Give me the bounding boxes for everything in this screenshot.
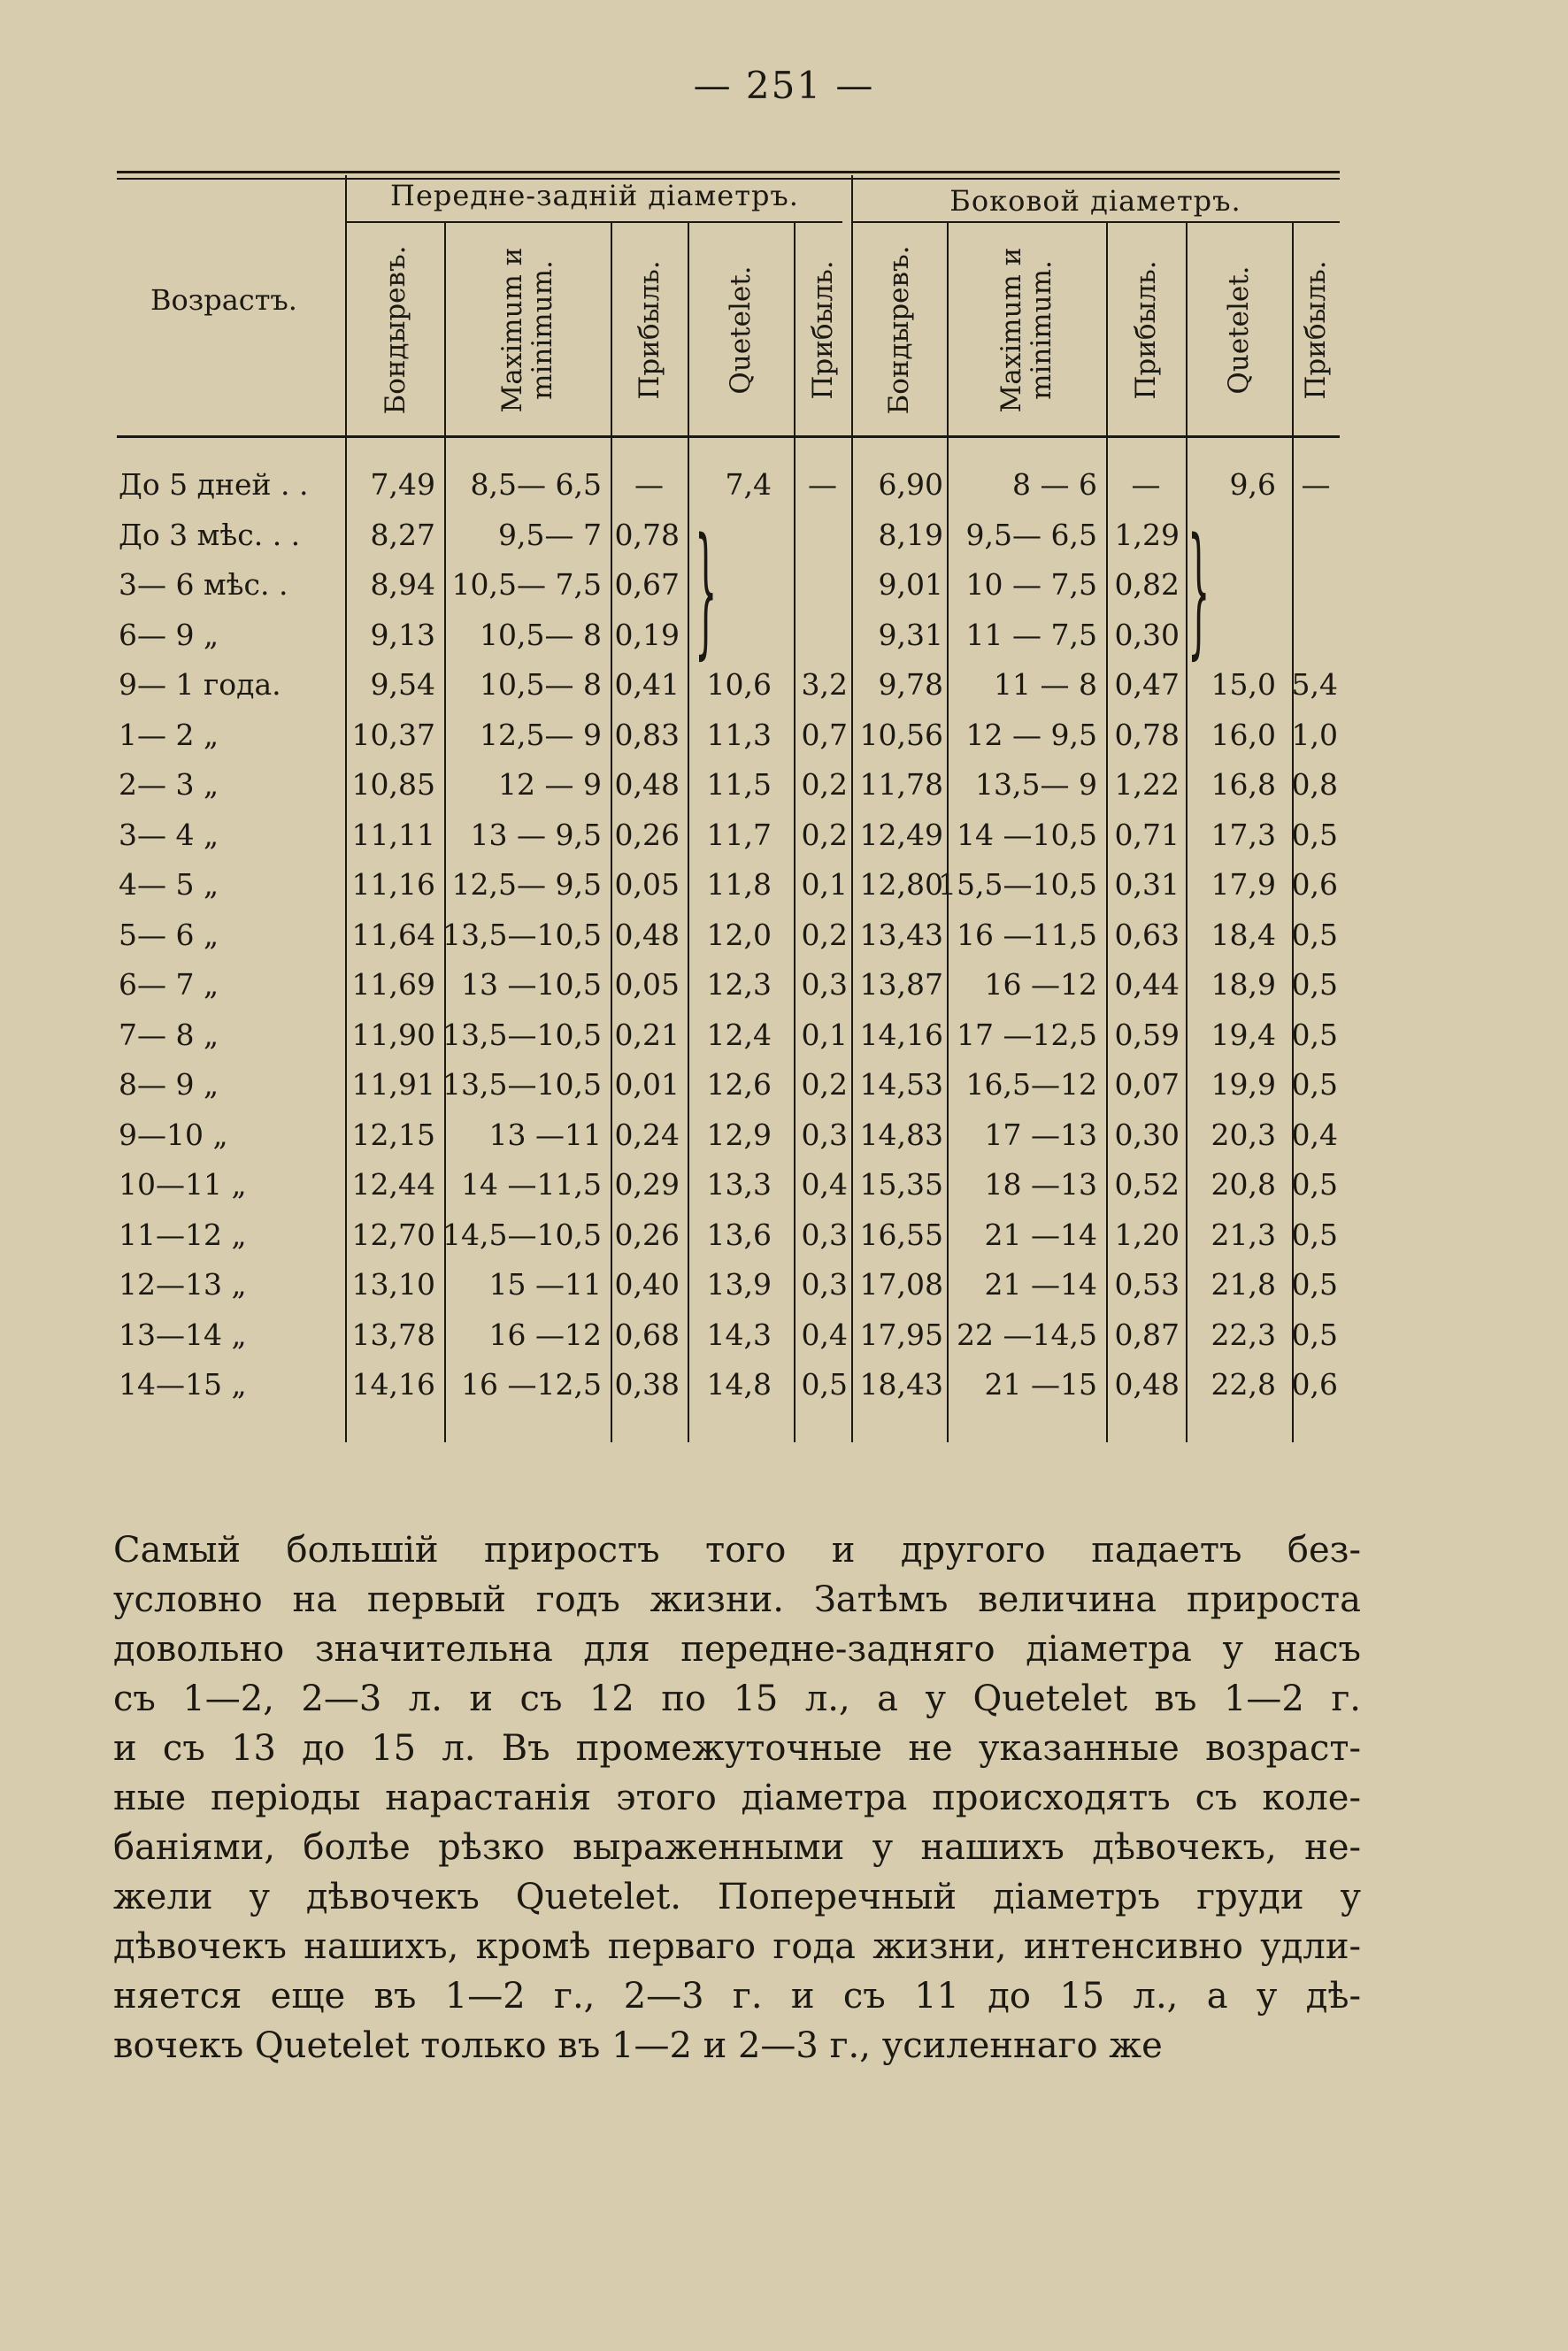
brace-front: } [695,511,718,674]
table-cell: 22,3 [1211,1317,1276,1352]
table-cell: 18 —13 [984,1167,1097,1202]
table-cell: 15 —11 [488,1267,602,1302]
age-cell: 8— 9 „ [119,1067,219,1102]
table-cell: 0,87 [1114,1317,1180,1352]
table-cell: 1,29 [1114,517,1180,552]
table-cell: 15,5—10,5 [938,867,1097,902]
table-cell: 0,48 [614,767,680,802]
table-cell: 0,3 [801,1217,848,1252]
age-cell: 13—14 „ [119,1317,247,1352]
table-cell: 9,6 [1229,467,1276,502]
table-cell: 14,16 [859,1017,943,1052]
age-cell: 10—11 „ [119,1167,247,1202]
table-cell: 13,6 [706,1217,772,1252]
table-cell: 0,5 [1291,817,1338,852]
age-cell: 7— 8 „ [119,1017,219,1052]
table-cell: 11,64 [351,917,435,952]
table-cell: 18,9 [1211,967,1276,1002]
table-cell: 11,90 [351,1017,435,1052]
age-cell: 6— 9 „ [119,617,219,652]
table-cell: 11,7 [706,817,772,852]
column-header: Maximum и minimum. [995,247,1057,413]
table-cell: 11,3 [706,717,772,752]
table-cell: 0,63 [1114,917,1180,952]
table-cell: 12,5— 9,5 [451,867,602,902]
table-cell: 10,5— 8 [480,667,602,702]
age-cell: 14—15 „ [119,1367,247,1402]
group-side-title: Боковой діаметръ. [949,184,1241,218]
table-cell: 0,2 [801,767,848,802]
table-cell: 0,47 [1114,667,1180,702]
table-cell: 13 —11 [488,1117,602,1152]
age-cell: До 3 мѣс. . . [119,517,301,552]
table-cell: 8 — 6 [1012,467,1097,502]
table-cell: 0,59 [1114,1017,1180,1052]
text-line: довольно значительна для передне-задняго діаметра у насъ [113,1629,1361,1670]
table-cell: 9,13 [370,617,435,652]
table-cell: 12 — 9,5 [965,717,1097,752]
table-cell: 5,4 [1291,667,1338,702]
table-cell: 10,85 [351,767,435,802]
table-cell: 21 —14 [984,1217,1097,1252]
column-header: Maximum и minimum. [496,247,558,413]
table-cell: 0,1 [801,1017,848,1052]
age-cell: 4— 5 „ [119,867,219,902]
text-line: жели у дѣвочекъ Quetelet. Поперечный діаметръ груди у [113,1877,1361,1917]
table-cell: 11,8 [706,867,772,902]
table-cell: 0,19 [614,617,680,652]
table-cell: 0,67 [614,567,680,602]
table-cell: 17,95 [859,1317,943,1352]
table-cell: 0,5 [1291,1017,1338,1052]
table-cell: 11,78 [859,767,943,802]
table-cell: 13,43 [859,917,943,952]
table-cell: 0,2 [801,1067,848,1102]
column-header: Бондыревъ. [883,245,915,415]
table-cell: 0,5 [1291,917,1338,952]
table-cell: 12 — 9 [498,767,602,802]
table-cell: 0,3 [801,1117,848,1152]
table-cell: 15,0 [1211,667,1276,702]
table-cell: 0,05 [614,867,680,902]
table-cell: 0,24 [614,1117,680,1152]
table-cell: 18,4 [1211,917,1276,952]
table-cell: 11 — 8 [994,667,1097,702]
table-cell: 16 —11,5 [957,917,1097,952]
table-cell: 0,82 [1114,567,1180,602]
table-cell: 0,3 [801,967,848,1002]
table-cell: 0,21 [614,1017,680,1052]
table-cell: 11,16 [351,867,435,902]
table-cell: 14,16 [351,1367,435,1402]
table-cell: 13,9 [706,1267,772,1302]
column-header: Бондыревъ. [380,245,411,415]
table-cell: 16,5—12 [965,1067,1097,1102]
table-cell: 8,94 [370,567,435,602]
table-cell: 21 —15 [984,1367,1097,1402]
table-cell: 0,83 [614,717,680,752]
table-cell: 14,3 [706,1317,772,1352]
table-cell: 0,5 [1291,1067,1338,1102]
table-cell: 9,31 [878,617,943,652]
table-cell: 0,68 [614,1317,680,1352]
table-cell: 12,15 [351,1117,435,1152]
age-column-header: Возрастъ. [150,283,297,317]
table-cell: 0,78 [1114,717,1180,752]
text-line: съ 1—2, 2—3 л. и съ 12 по 15 л., а у Quetelet въ 1—2 г. [113,1679,1361,1719]
table-cell: 0,31 [1114,867,1180,902]
body-paragraph [113,1525,1361,2071]
table-cell: — [1131,467,1161,502]
table-cell: 13 — 9,5 [470,817,602,852]
table-cell: 0,5 [1291,1167,1338,1202]
table-cell: 0,26 [614,817,680,852]
table-cell: 0,44 [1114,967,1180,1002]
table-cell: 10 — 7,5 [965,567,1097,602]
table-cell: 16 —12,5 [461,1367,602,1402]
table-cell: 14,83 [859,1117,943,1152]
table-cell: 11 — 7,5 [965,617,1097,652]
table-cell: 0,41 [614,667,680,702]
table-cell: 0,01 [614,1067,680,1102]
table-cell: 1,0 [1291,717,1338,752]
column-header: Прибыль. [806,260,839,400]
column-header: Прибыль. [633,260,665,400]
table-cell: 17 —12,5 [957,1017,1097,1052]
table-cell: 8,19 [878,517,943,552]
table-cell: 13,78 [351,1317,435,1352]
table-cell: 13,5—10,5 [442,1017,602,1052]
table-cell: 0,1 [801,867,848,902]
age-cell: 6— 7 „ [119,967,219,1002]
table-cell: 0,05 [614,967,680,1002]
table-cell: 8,27 [370,517,435,552]
table-cell: 13,3 [706,1167,772,1202]
table-cell: 0,29 [614,1167,680,1202]
table-cell: 0,26 [614,1217,680,1252]
table-cell: 12,0 [706,917,772,952]
table-cell: 13 —10,5 [461,967,602,1002]
column-header: Прибыль. [1130,260,1162,400]
table-cell: 0,5 [1291,1217,1338,1252]
table-cell: 0,5 [1291,1317,1338,1352]
age-cell: 9—10 „ [119,1117,228,1152]
table-cell: 13,87 [859,967,943,1002]
table-cell: 14,5—10,5 [442,1217,602,1252]
table-cell: 0,48 [614,917,680,952]
table-cell: 12,3 [706,967,772,1002]
table-cell: 15,35 [859,1167,943,1202]
text-line: дѣвочекъ нашихъ, кромѣ перваго года жизни, интенсивно удли- [113,1926,1361,1967]
table-cell: 13,10 [351,1267,435,1302]
text-line: баніями, болѣе рѣзко выраженными у нашихъ дѣвочекъ, не- [113,1827,1361,1868]
table-cell: 0,7 [801,717,848,752]
table-cell: 17,08 [859,1267,943,1302]
table-cell: 0,5 [801,1367,848,1402]
table-cell: 8,5— 6,5 [470,467,602,502]
table-cell: 12,80 [859,867,943,902]
age-cell: 3— 6 мѣс. . [119,567,288,602]
table-cell: 0,4 [801,1317,848,1352]
table-cell: 0,2 [801,917,848,952]
table-cell: 0,8 [1291,767,1338,802]
text-line: и съ 13 до 15 л. Въ промежуточные не указанные возраст- [113,1728,1361,1769]
table-cell: 11,11 [351,817,435,852]
table-cell: 0,30 [1114,617,1180,652]
table-cell: 0,78 [614,517,680,552]
age-cell: 12—13 „ [119,1267,247,1302]
table-cell: 14 —10,5 [957,817,1097,852]
table-cell: 0,07 [1114,1067,1180,1102]
text-line: ные періоды нарастанія этого діаметра происходятъ съ коле- [113,1778,1361,1818]
table-cell: 9,78 [878,667,943,702]
table-cell: 16 —12 [488,1317,602,1352]
table-cell: 18,43 [859,1367,943,1402]
table-cell: 16,8 [1211,767,1276,802]
table-cell: 19,9 [1211,1067,1276,1102]
table-cell: 14,53 [859,1067,943,1102]
table-cell: 9,5— 7 [498,517,602,552]
table-cell: 1,22 [1114,767,1180,802]
table-cell: 17,3 [1211,817,1276,852]
table-cell: 7,49 [370,467,435,502]
table-cell: 12,9 [706,1117,772,1152]
table-cell: 0,5 [1291,967,1338,1002]
table-cell: 0,5 [1291,1267,1338,1302]
table-cell: 12,4 [706,1017,772,1052]
table-cell: 12,70 [351,1217,435,1252]
table-cell: 0,6 [1291,867,1338,902]
table-cell: 10,5— 7,5 [451,567,602,602]
text-line: вочекъ Quetelet только въ 1—2 и 2—3 г., усиленнаго же [113,2025,1163,2066]
table-cell: — [634,467,664,502]
table-cell: 22 —14,5 [957,1317,1097,1352]
table-cell: 14 —11,5 [461,1167,602,1202]
text-line: няется еще въ 1—2 г., 2—3 г. и съ 11 до 15 л., а у дѣ- [113,1976,1361,2017]
table-cell: 21,8 [1211,1267,1276,1302]
text-line: условно на первый годъ жизни. Затѣмъ величина прироста [113,1579,1361,1620]
group-front-title: Передне-задній діаметръ. [390,179,799,212]
age-cell: 11—12 „ [119,1217,247,1252]
column-header: Quetelet. [1223,265,1255,395]
age-cell: 1— 2 „ [119,717,219,752]
table-cell: 0,71 [1114,817,1180,852]
group-front-underline [347,221,842,223]
table-cell: 3,2 [801,667,848,702]
table-top-rule [117,171,1340,173]
table-cell: 0,40 [614,1267,680,1302]
brace-side: } [1188,511,1211,674]
table-cell: 10,6 [706,667,772,702]
group-side-underline [851,221,1340,223]
table-cell: 0,3 [801,1267,848,1302]
table-cell: 14,8 [706,1367,772,1402]
table-cell: 9,5— 6,5 [965,517,1097,552]
page-number: — 251 — [693,64,875,107]
table-cell: 0,4 [801,1167,848,1202]
age-cell: 9— 1 года. [119,667,281,702]
table-cell: 20,8 [1211,1167,1276,1202]
table-cell: 0,48 [1114,1367,1180,1402]
table-cell: 11,5 [706,767,772,802]
table-cell: 10,37 [351,717,435,752]
table-cell: 13,5— 9 [975,767,1097,802]
age-cell: 2— 3 „ [119,767,219,802]
table-cell: 0,52 [1114,1167,1180,1202]
table-cell: 0,38 [614,1367,680,1402]
table-cell: 16,0 [1211,717,1276,752]
table-cell: 0,30 [1114,1117,1180,1152]
table-cell: 12,6 [706,1067,772,1102]
table-cell: 6,90 [878,467,943,502]
table-cell: 16,55 [859,1217,943,1252]
table-cell: 13,5—10,5 [442,1067,602,1102]
table-cell: 20,3 [1211,1117,1276,1152]
table-cell: 16 —12 [984,967,1097,1002]
table-cell: — [808,467,837,502]
table-cell: 12,5— 9 [480,717,602,752]
table-cell: 11,91 [351,1067,435,1102]
table-cell: 0,4 [1291,1117,1338,1152]
table-header-bottom-rule [117,435,1340,438]
table-cell: 10,5— 8 [480,617,602,652]
table-cell: 9,54 [370,667,435,702]
column-header: Прибыль. [1300,260,1332,400]
table-cell: — [1301,467,1331,502]
age-cell: До 5 дней . . [119,467,309,502]
table-cell: 22,8 [1211,1367,1276,1402]
table-cell: 0,2 [801,817,848,852]
table-cell: 13,5—10,5 [442,917,602,952]
table-cell: 0,6 [1291,1367,1338,1402]
table-cell: 9,01 [878,567,943,602]
column-header: Quetelet. [725,265,757,395]
table-cell: 12,44 [351,1167,435,1202]
table-cell: 10,56 [859,717,943,752]
table-cell: 12,49 [859,817,943,852]
table-cell: 17,9 [1211,867,1276,902]
age-cell: 3— 4 „ [119,817,219,852]
table-cell: 11,69 [351,967,435,1002]
table-cell: 0,53 [1114,1267,1180,1302]
table-cell: 19,4 [1211,1017,1276,1052]
table-cell: 17 —13 [984,1117,1097,1152]
age-cell: 5— 6 „ [119,917,219,952]
text-line: Самый большій приростъ того и другого падаетъ без- [113,1530,1361,1571]
table-cell: 21 —14 [984,1267,1097,1302]
table-cell: 21,3 [1211,1217,1276,1252]
table-cell: 7,4 [725,467,772,502]
table-cell: 1,20 [1114,1217,1180,1252]
